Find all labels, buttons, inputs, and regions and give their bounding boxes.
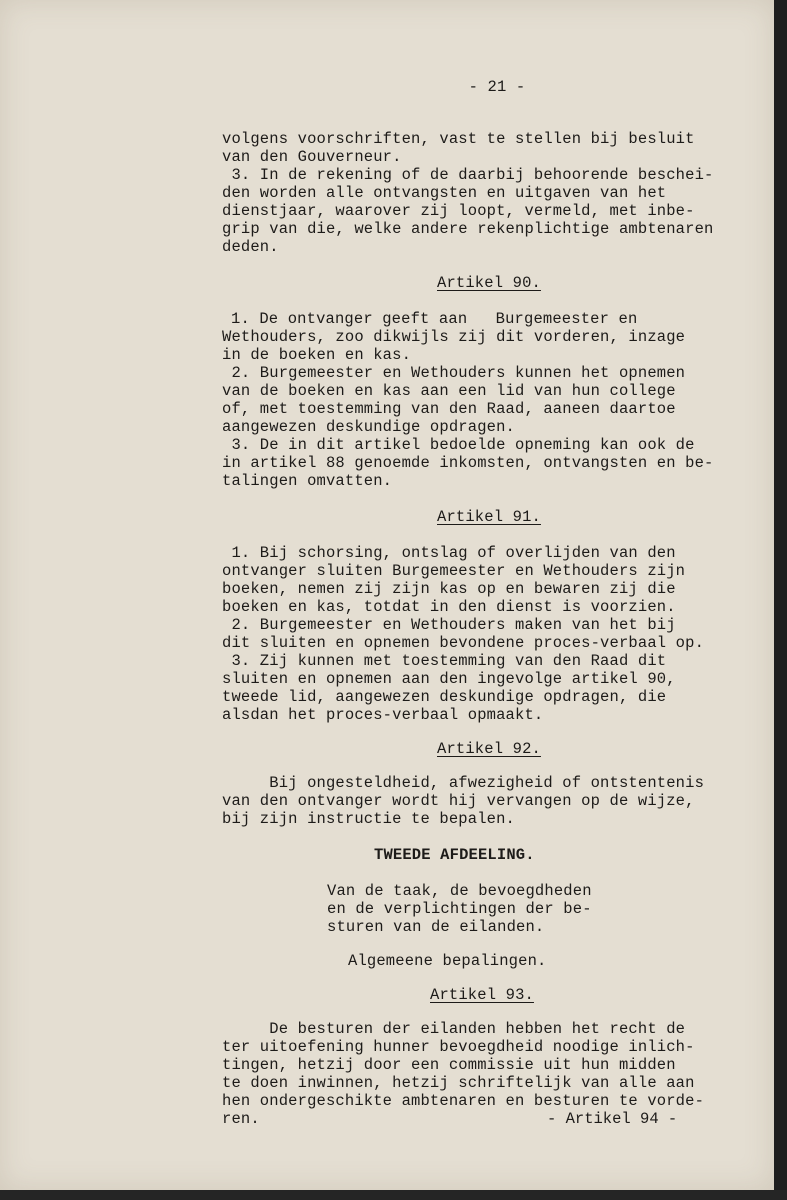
text-line: tingen, hetzij door een commissie uit hun midden [222,1056,676,1074]
text-line: ontvanger sluiten Burgemeester en Wethouders zijn [222,562,686,580]
text-line: 1. De ontvanger geeft aan Burgemeester en [231,310,638,328]
text-line: Wethouders, zoo dikwijls zij dit vorderen, inzage [222,328,686,346]
article-91-heading: Artikel 91. [437,508,541,526]
text-line: De besturen der eilanden hebben het recht de [222,1020,686,1038]
article-90-heading: Artikel 90. [437,274,541,292]
text-line: 3. In de rekening of de daarbij behoorende beschei- [222,166,714,184]
page-number: - 21 - [468,78,526,96]
text-line: van den Gouverneur. [222,148,402,166]
article-91-body [222,544,762,724]
text-line: 1. Bij schorsing, ontslag of overlijden van den [222,544,676,562]
text-line: 2. Burgemeester en Wethouders kunnen het opnemen [222,364,686,382]
text-line: dit sluiten en opnemen bevondene proces-verbaal op. [222,634,705,652]
catchword: - Artikel 94 - [547,1110,678,1128]
text-line: in de boeken en kas. [222,346,412,364]
section-title: TWEEDE AFDEELING. [374,846,535,864]
text-line: tweede lid, aangewezen deskundige opdragen, die [222,688,667,706]
text-line: in artikel 88 genoemde inkomsten, ontvangsten en be- [222,454,714,472]
text-line: dienstjaar, waarover zij loopt, vermeld, met inbe- [222,202,695,220]
text-line: 3. Zij kunnen met toestemming van den Raad dit [222,652,667,670]
article-92-heading: Artikel 92. [437,740,541,758]
scan-border-bottom [0,1190,787,1200]
text-line: talingen omvatten. [222,472,393,490]
text-line: den worden alle ontvangsten en uitgaven van het [222,184,667,202]
text-line: sturen van de eilanden. [327,918,545,936]
text-line: ter uitoefening hunner bevoegdheid noodige inlich- [222,1038,695,1056]
text-line: deden. [222,238,279,256]
text-line: Bij ongesteldheid, afwezigheid of ontstentenis [222,774,705,792]
text-line: 3. De in dit artikel bedoelde opneming kan ook de [222,436,695,454]
general-provisions-heading: Algemeene bepalingen. [348,952,547,970]
text-line: aangewezen deskundige opdragen. [222,418,515,436]
text-line: te doen inwinnen, hetzij schriftelijk van alle aan [222,1074,695,1092]
article-93-heading: Artikel 93. [430,986,534,1004]
article-92-body [222,774,762,828]
text-line: boeken en kas, totdat in den dienst is voorzien. [222,598,676,616]
text-line: 2. Burgemeester en Wethouders maken van het bij [222,616,676,634]
scan-border-right [774,0,787,1200]
article-93-body [222,1020,762,1128]
article-90-body [222,310,762,490]
text-line: hen ondergeschikte ambtenaren en besturen te vorde- [222,1092,705,1110]
section-subtitle [222,882,762,936]
typed-text-block [222,78,762,1128]
text-line: van den ontvanger wordt hij vervangen op de wijze, [222,792,695,810]
text-line: alsdan het proces-verbaal opmaakt. [222,706,544,724]
text-line: van de boeken en kas aan een lid van hun college [222,382,676,400]
text-line: boeken, nemen zij zijn kas op en bewaren zij die [222,580,676,598]
text-line: sluiten en opnemen aan den ingevolge artikel 90, [222,670,676,688]
intro-paragraph [222,130,762,256]
text-line: of, met toestemming van den Raad, aaneen daartoe [222,400,676,418]
text-line: Van de taak, de bevoegdheden [327,882,592,900]
text-line: en de verplichtingen der be- [327,900,592,918]
text-line: grip van die, welke andere rekenplichtige ambtenaren [222,220,714,238]
text-line: volgens voorschriften, vast te stellen bij besluit [222,130,695,148]
text-line: ren. [222,1110,260,1128]
text-line: bij zijn instructie te bepalen. [222,810,515,828]
